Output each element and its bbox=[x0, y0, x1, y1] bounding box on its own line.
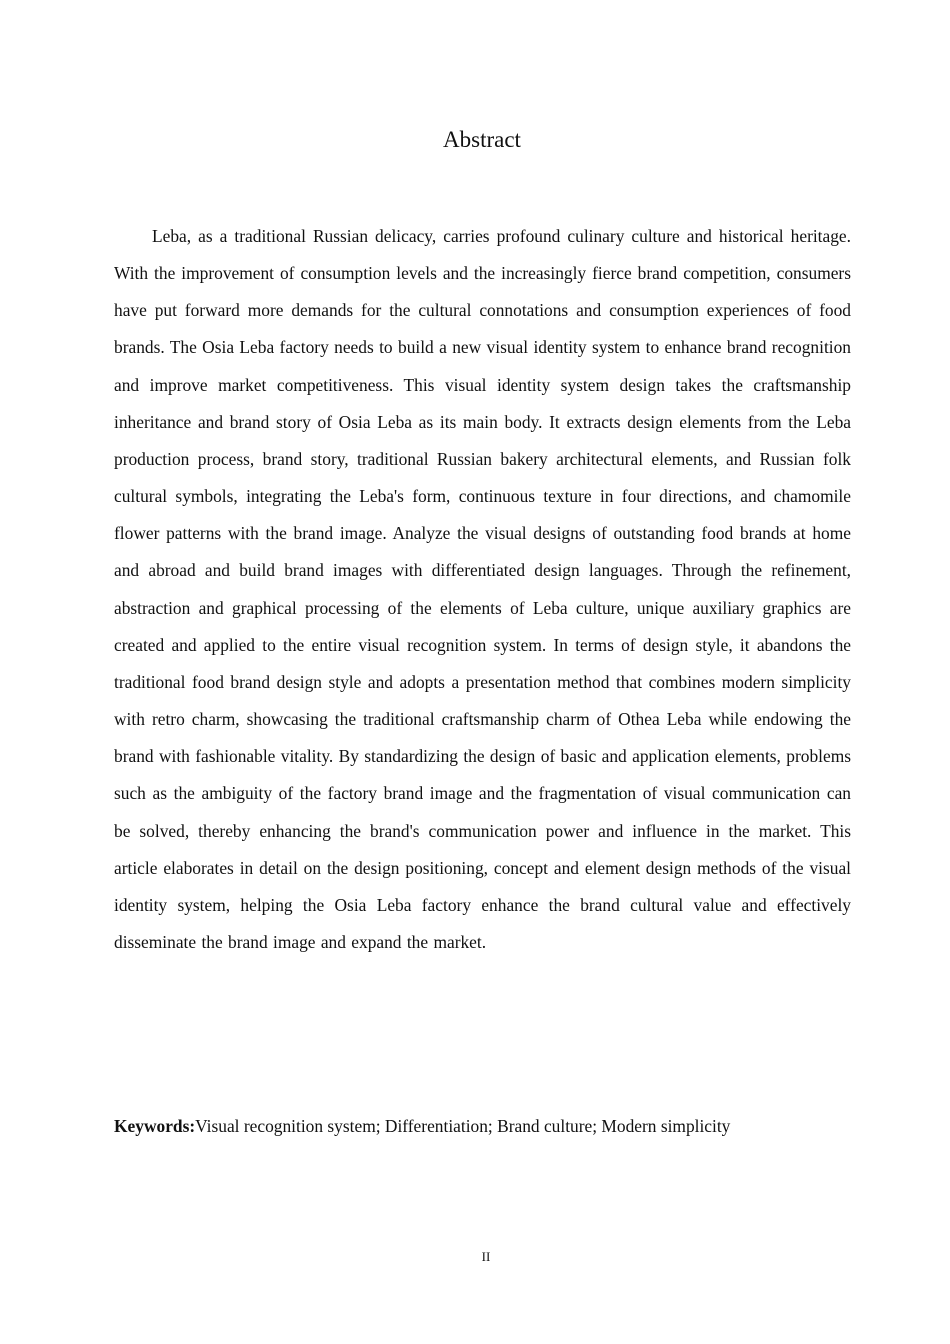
keywords-line bbox=[114, 1110, 851, 1142]
abstract-body: Leba, as a traditional Russian delicacy, carries profound culinary culture and historical heritage. With the improvement of consumption levels and the increasingly fierce brand competition, consumers have put forward more demands for the cultural connotations and consumption experiences of food brands. The Osia Leba factory needs to build a new visual identity system to enhance brand recognition and improve market competitiveness. This visual identity system design takes the craftsmanship inheritance and brand story of Osia Leba as its main body. It extracts design elements from the Leba production process, brand story, traditional Russian bakery architectural elements, and Russian folk cultural symbols, integrating the Leba's form, continuous texture in four directions, and chamomile flower patterns with the brand image. Analyze the visual designs of outstanding food brands at home and abroad and build brand images with differentiated design languages. Through the refinement, abstraction and graphical processing of the elements of Leba culture, unique auxiliary graphics are created and applied to the entire visual recognition system. In terms of design style, it abandons the traditional food brand design style and adopts a presentation method that combines modern simplicity with retro charm, showcasing the traditional craftsmanship charm of Othea Leba while endowing the brand with fashionable vitality. By standardizing the design of basic and application elements, problems such as the ambiguity of the factory brand image and the fragmentation of visual communication can be solved, thereby enhancing the brand's communication power and influence in the market. This article elaborates in detail on the design positioning, concept and element design methods of the visual identity system, helping the Osia Leba factory enhance the brand cultural value and effectively disseminate the brand image and expand the market. bbox=[114, 226, 851, 952]
abstract-title: Abstract bbox=[443, 127, 521, 152]
page-number: II bbox=[481, 1249, 491, 1264]
keywords-text: Visual recognition system; Differentiation; Brand culture; Modern simplicity bbox=[195, 1116, 731, 1136]
keywords-label: Keywords: bbox=[114, 1116, 196, 1136]
